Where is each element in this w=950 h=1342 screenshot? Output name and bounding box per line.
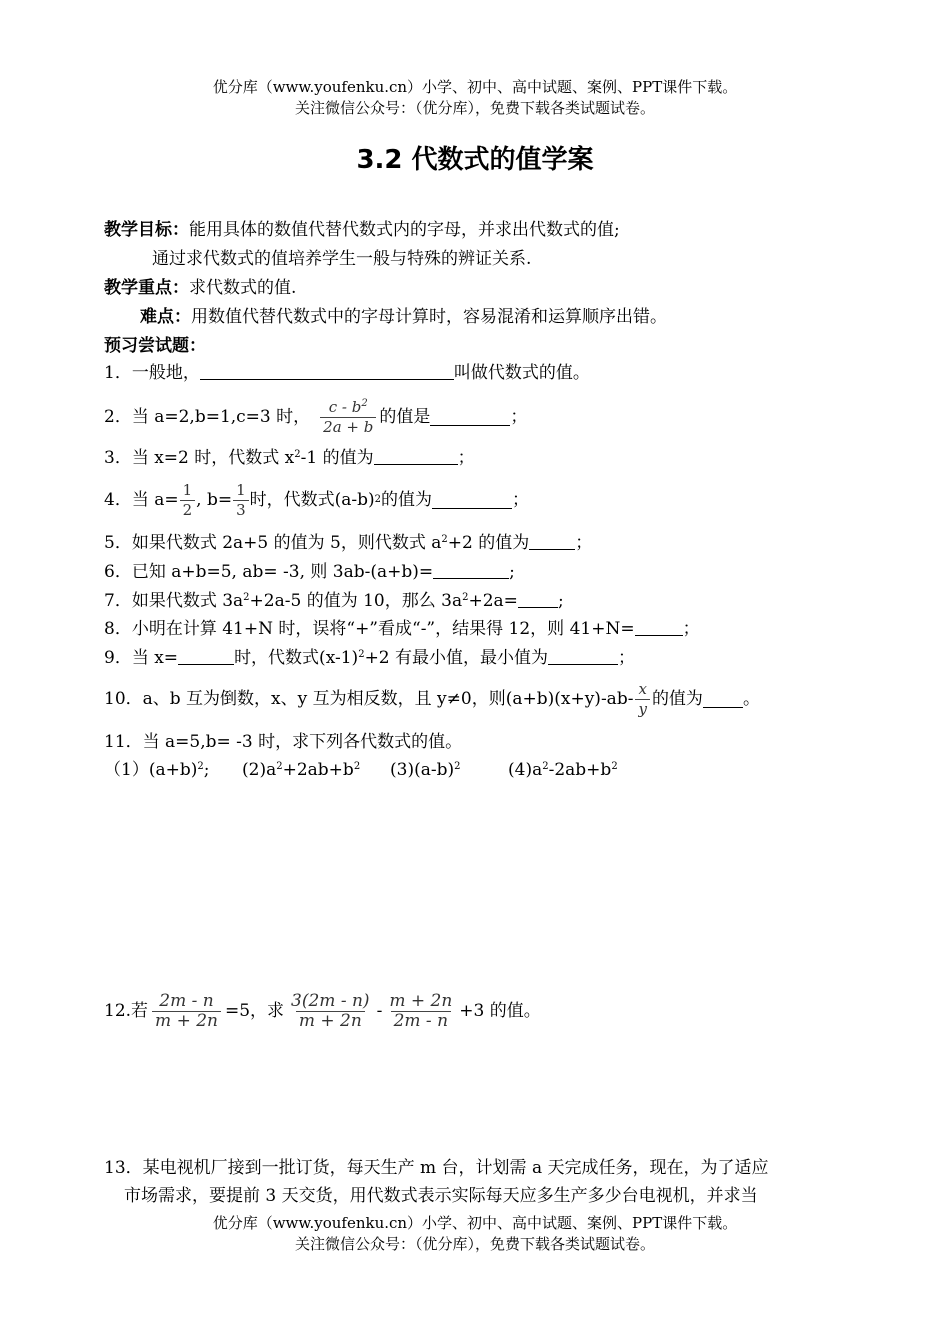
q11-part-1-exponent: 2 <box>197 761 204 772</box>
key-points-text: 求代数式的值. <box>189 278 297 298</box>
q11-part-1-end: ; <box>203 760 210 780</box>
question-4: 4．当 a= $\frac{1}{2}$ , b= $\frac{1}{3}$ 时，代数式(a-b) 2 的值为 ； <box>104 480 530 519</box>
q9-exponent: 2 <box>358 649 365 660</box>
page-title: 3.2 代数式的值学案 <box>356 145 594 175</box>
q4-text-mid: , b= <box>196 490 233 510</box>
q8-text-a: 8．小明在计算 41+N 时，误将“+”看成“-”，结果得 12，则 41+N= <box>104 619 635 639</box>
q10-fraction-numerator: x <box>638 679 647 698</box>
q3-exponent: 2 <box>294 449 301 460</box>
q11-part-1 <box>104 759 209 781</box>
q12-text-b: +3 的值。 <box>459 1001 541 1021</box>
q3-text-c: ； <box>457 448 475 468</box>
q10-fraction <box>635 680 649 719</box>
question-8 <box>104 618 700 640</box>
q9-text-a: 9．当 x= <box>104 648 179 668</box>
q2-fraction-numerator: c - b <box>328 397 362 416</box>
q12-fraction-1-numerator: 2m - n <box>159 990 214 1011</box>
q11-part-1-text: （1）(a+b) <box>104 760 198 780</box>
question-13-line-2: 市场需求，要提前 3 天交货，用代数式表示实际每天应多生产多少台电视机，并求当 <box>124 1186 758 1206</box>
q2-text-a: 2．当 a=2,b=1,c=3 时， <box>104 407 311 427</box>
q2-exponent: 2 <box>361 397 368 409</box>
q10-answer-blank[interactable] <box>703 690 743 708</box>
footer-line-1: 优分库（www.youfenku.cn）小学、初中、高中试题、案例、PPT课件下载。 <box>212 1214 738 1232</box>
q3-text-a: 3．当 x=2 时，代数式 x <box>104 448 295 468</box>
q9-answer-blank-1[interactable] <box>178 647 234 665</box>
difficulty-label: 难点： <box>140 307 191 327</box>
q4-fraction-a-numerator: 1 <box>182 480 193 499</box>
question-13-line-1: 13．某电视机厂接到一批订货，每天生产 m 台，计划需 a 天完成任务，现在，为了适应 <box>104 1158 769 1178</box>
q11-part-2 <box>242 759 360 781</box>
key-points-label: 教学重点： <box>104 278 189 298</box>
q6-text-a: 6．已知 a+b=5, ab= -3, 则 3ab-(a+b)= <box>104 562 434 582</box>
q2-text-c: ； <box>510 407 528 427</box>
q11-part-2-text: (2)a <box>242 760 277 780</box>
q11-part-4-text-b: -2ab+b <box>548 760 612 780</box>
q3-text-b: -1 的值为 <box>300 448 374 468</box>
question-1 <box>104 362 590 384</box>
q11-part-4-exponent-2: 2 <box>611 761 618 772</box>
q7-text-d: ; <box>557 591 564 611</box>
q4-text-d: ； <box>512 490 530 510</box>
preview-label: 预习尝试题： <box>104 336 206 356</box>
q2-fraction-denominator: 2a + b <box>320 417 376 437</box>
question-6 <box>104 561 515 583</box>
question-10 <box>104 676 760 722</box>
q11-part-4 <box>508 759 618 781</box>
q1-text-b: 叫做代数式的值。 <box>453 363 590 383</box>
question-3 <box>104 447 475 469</box>
q6-text-c: ; <box>509 562 515 582</box>
q12-text-a: 12.若 <box>104 1001 149 1021</box>
question-12 <box>104 986 541 1036</box>
q4-fraction-a <box>180 481 196 520</box>
q3-answer-blank[interactable] <box>374 447 458 465</box>
q5-exponent: 2 <box>441 534 448 545</box>
q12-fraction-3 <box>386 992 455 1031</box>
q12-text-eq: =5，求 <box>224 1001 285 1021</box>
q4-fraction-a-denominator: 2 <box>180 500 196 520</box>
q11-part-2-exponent-2: 2 <box>353 761 361 772</box>
difficulty-text: 用数值代替代数式中的字母计算时，容易混淆和运算顺序出错。 <box>191 307 667 327</box>
q4-fraction-b-denominator: 3 <box>233 500 249 520</box>
q4-answer-blank[interactable] <box>432 491 512 509</box>
q12-fraction-2-numerator: 3(2m - n) <box>291 990 370 1011</box>
q7-exponent-1: 2 <box>243 592 250 603</box>
header-line-1: 优分库（www.youfenku.cn）小学、初中、高中试题、案例、PPT课件下载。 <box>212 78 738 96</box>
q11-part-3 <box>390 759 460 781</box>
q5-text-c: ； <box>575 533 593 553</box>
q11-part-4-text: (4)a <box>508 760 543 780</box>
q4-text-b: 时，代数式(a-b) <box>249 490 375 510</box>
q1-answer-blank[interactable] <box>200 362 454 380</box>
q4-fraction-b-numerator: 1 <box>236 480 246 499</box>
question-7 <box>104 590 564 612</box>
q12-fraction-2-denominator: m + 2n <box>296 1011 365 1031</box>
q9-text-d: ； <box>618 648 636 668</box>
q11-part-3-text: (3)(a-b) <box>390 760 455 780</box>
q10-text-c: 。 <box>742 689 760 709</box>
q8-answer-blank[interactable] <box>635 618 683 636</box>
q7-text-c: +2a= <box>468 591 518 611</box>
q9-text-b: 时，代数式(x-1) <box>234 648 359 668</box>
q11-part-3-exponent: 2 <box>454 761 461 772</box>
q2-text-b: 的值是 <box>379 407 431 427</box>
q12-minus: - <box>376 1001 383 1021</box>
q12-fraction-1 <box>152 992 221 1031</box>
q11-part-4-exponent-1: 2 <box>542 761 549 772</box>
objectives-text-2: 通过求代数式的值培养学生一般与特殊的辨证关系. <box>152 249 532 269</box>
q2-answer-blank[interactable] <box>430 408 510 426</box>
q4-text-a: 4．当 a= <box>104 490 179 510</box>
question-2 <box>104 392 527 442</box>
q11-part-2-exponent-1: 2 <box>276 761 283 772</box>
q7-text-b: +2a-5 的值为 10，那么 3a <box>249 591 463 611</box>
q1-text-a: 1．一般地， <box>104 363 200 383</box>
objectives-line-1 <box>104 219 620 241</box>
difficulty-line <box>140 306 667 328</box>
objectives-label: 教学目标： <box>104 220 189 240</box>
q9-text-c: +2 有最小值，最小值为 <box>364 648 549 668</box>
q5-text-a: 5．如果代数式 2a+5 的值为 5，则代数式 a <box>104 533 442 553</box>
q10-text-b: 的值为 <box>651 689 703 709</box>
q6-answer-blank[interactable] <box>433 561 509 579</box>
q5-text-b: +2 的值为 <box>447 533 530 553</box>
q12-fraction-2 <box>288 992 373 1031</box>
question-5 <box>104 532 592 554</box>
q5-answer-blank[interactable] <box>529 532 575 550</box>
q8-text-c: ； <box>682 619 700 639</box>
key-points-line <box>104 277 296 299</box>
q11-part-2-text-b: +2ab+b <box>282 760 354 780</box>
q10-fraction-denominator: y <box>635 699 649 719</box>
q2-fraction <box>320 398 376 437</box>
q10-text-a: 10．a、b 互为倒数，x、y 互为相反数，且 y≠0，则(a+b)(x+y)-ab- <box>104 689 634 709</box>
footer-line-2: 关注微信公众号：（优分库），免费下载各类试题试卷。 <box>294 1235 655 1253</box>
q9-answer-blank-2[interactable] <box>548 647 618 665</box>
q7-answer-blank[interactable] <box>518 590 558 608</box>
q7-exponent-2: 2 <box>462 592 469 603</box>
q4-text-c: 的值为 <box>381 490 433 510</box>
objectives-text-1: 能用具体的数值代替代数式内的字母，并求出代数式的值; <box>189 220 620 240</box>
q4-fraction-b <box>233 481 249 520</box>
q12-fraction-3-numerator: m + 2n <box>389 990 453 1011</box>
q12-fraction-1-denominator: m + 2n <box>152 1011 221 1031</box>
q12-fraction-3-denominator: 2m - n <box>391 1011 451 1031</box>
header-line-2: 关注微信公众号：（优分库），免费下载各类试题试卷。 <box>294 99 655 117</box>
question-11: 11．当 a=5,b= -3 时，求下列各代数式的值。 <box>104 732 463 752</box>
q7-text-a: 7．如果代数式 3a <box>104 591 244 611</box>
question-9 <box>104 647 635 669</box>
